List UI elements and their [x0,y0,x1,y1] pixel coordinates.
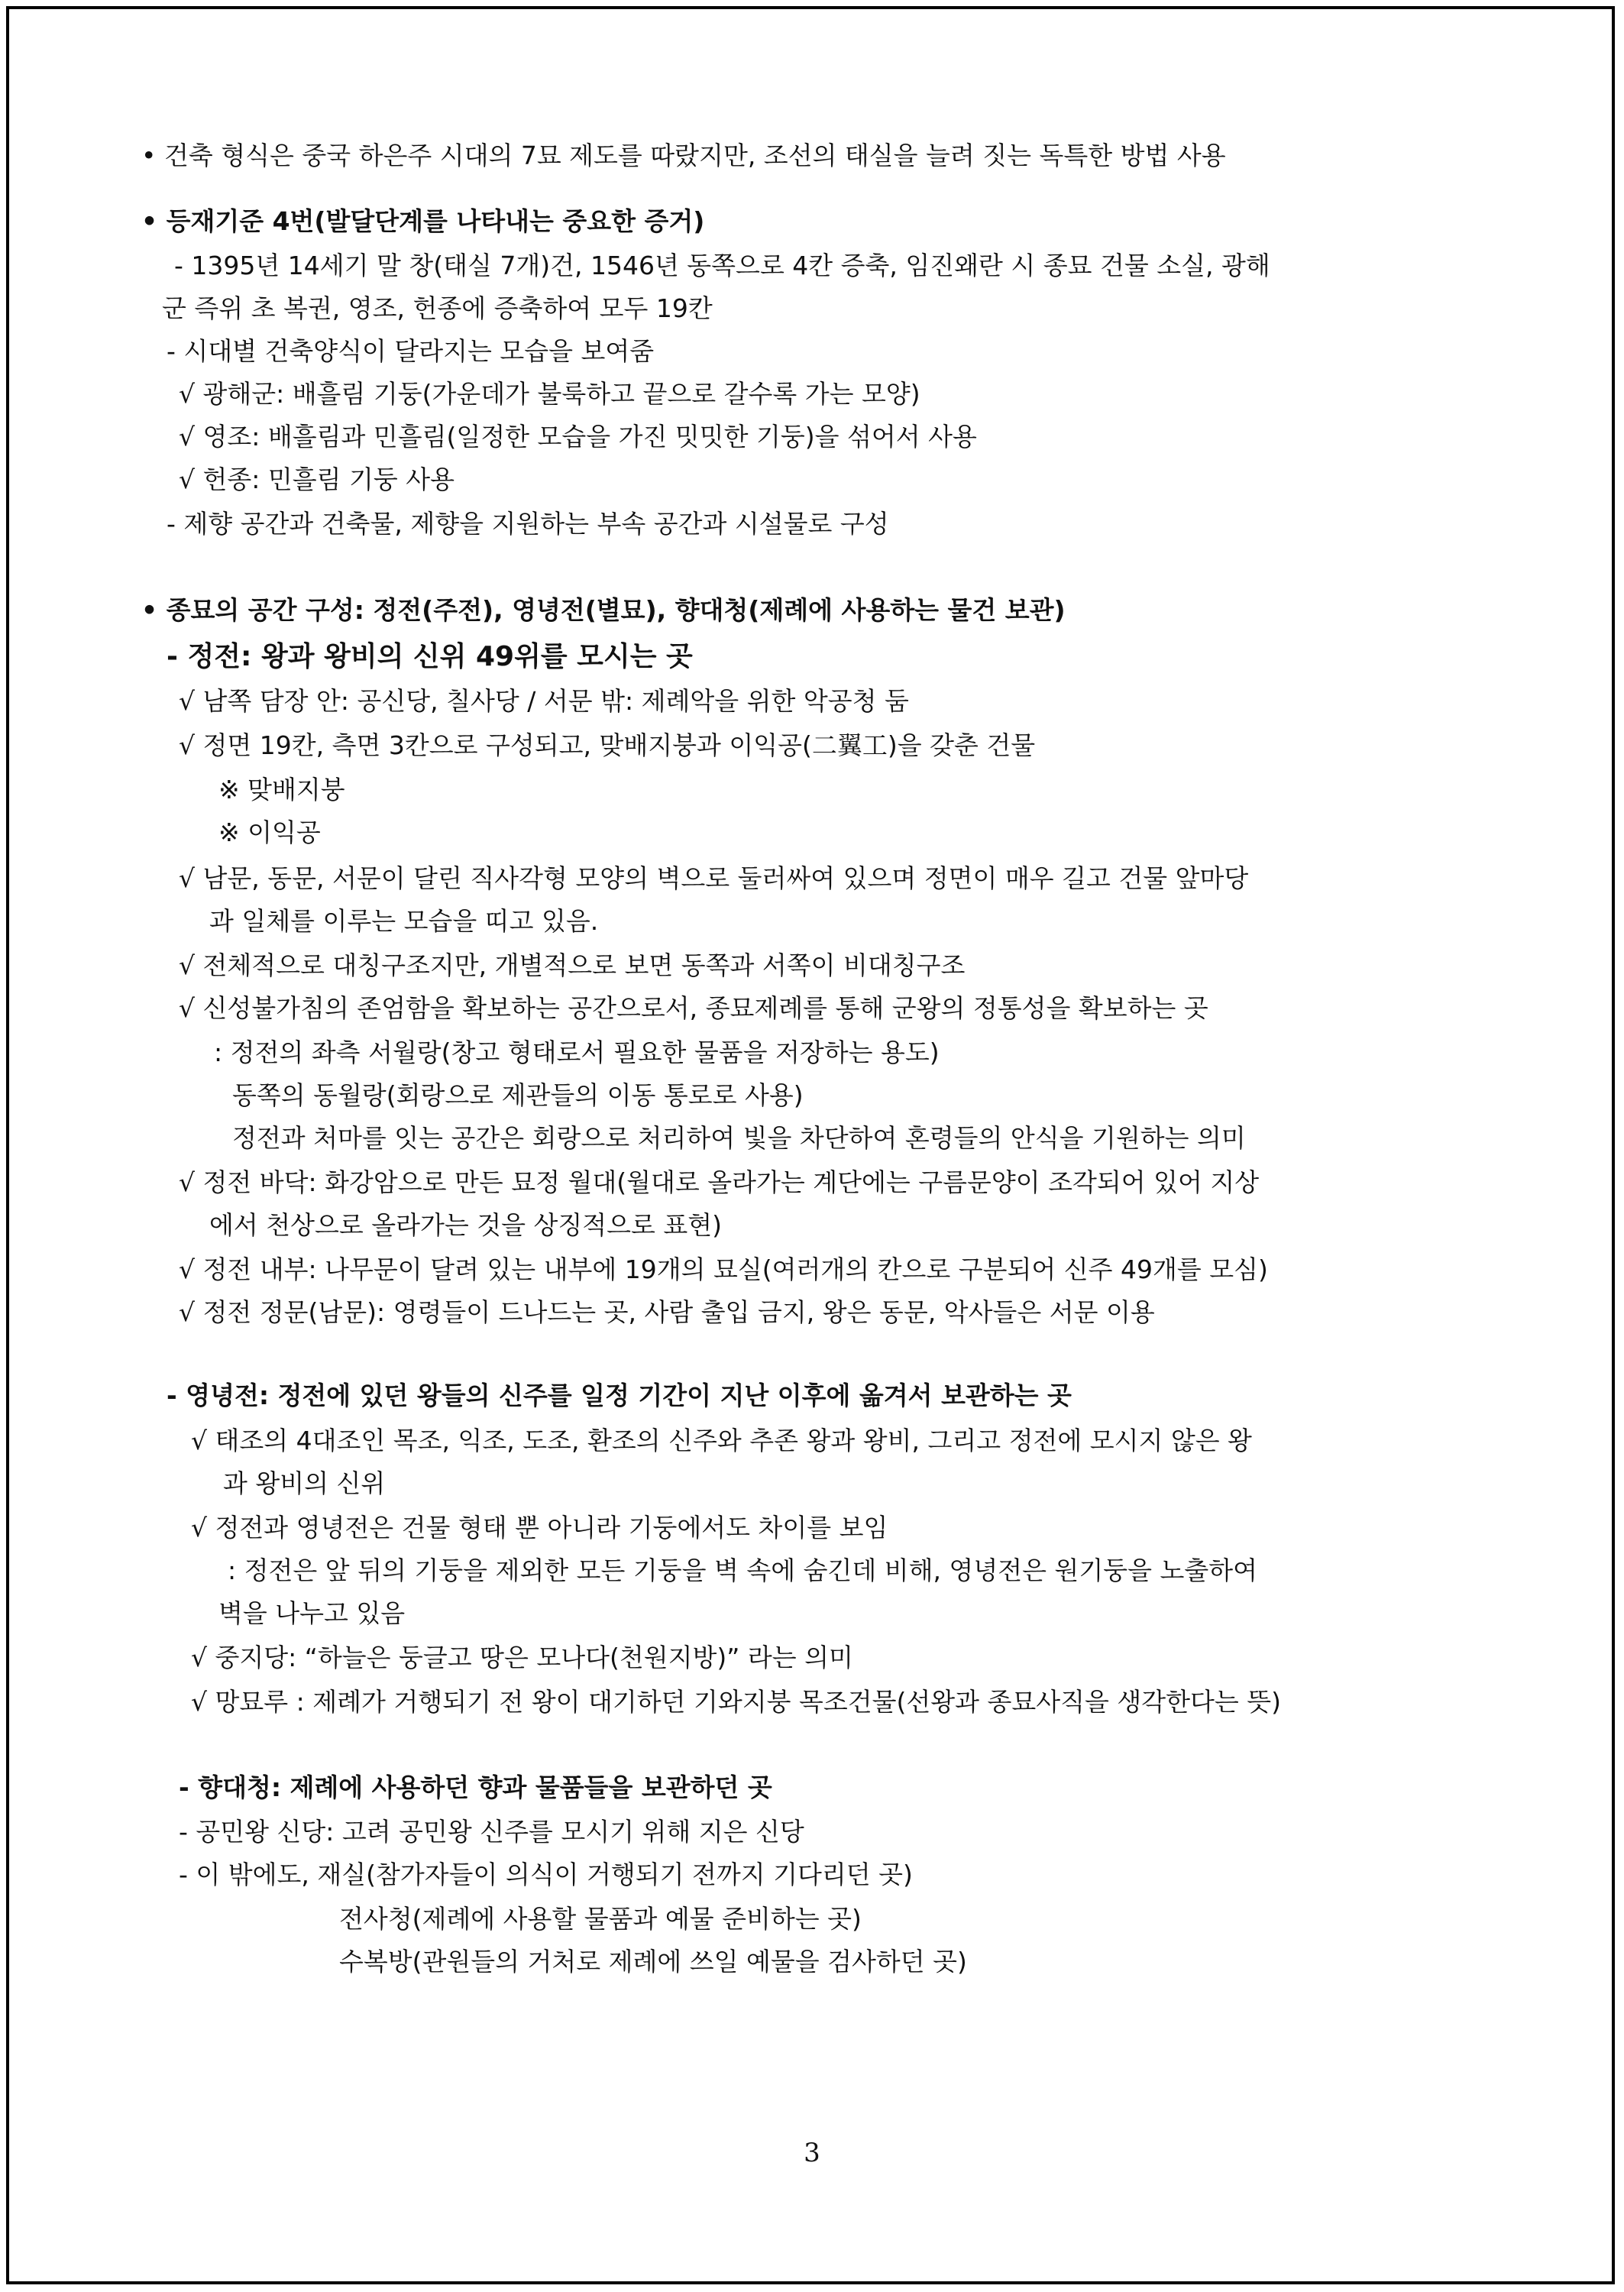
text-line: ※ 이익공 [218,817,321,847]
subsection-heading: - 향대청: 제례에 사용하던 향과 물품들을 보관하던 곳 [179,1772,772,1802]
text-line: √ 중지당: “하늘은 둥글고 땅은 모나다(천원지방)” 라는 의미 [191,1643,853,1672]
text-line: √ 정전 내부: 나무문이 달려 있는 내부에 19개의 묘실(여러개의 칸으로 구분되어 신주 49개를 모심) [179,1254,1268,1284]
text-line: • 건축 형식은 중국 하은주 시대의 7묘 제도를 따랐지만, 조선의 태실을 늘려 짓는 독특한 방법 사용 [141,141,1226,170]
section-heading: • 등재기준 4번(발달단계를 나타내는 중요한 증거) [141,206,705,236]
text-line: 과 일체를 이루는 모습을 띠고 있음. [209,906,599,936]
text-line: √ 광해군: 배흘림 기둥(가운데가 불룩하고 끝으로 갈수록 가는 모양) [179,379,920,409]
text-line: 과 왕비의 신위 [223,1468,386,1498]
text-line: : 정전은 앞 뒤의 기둥을 제외한 모든 기둥을 벽 속에 숨긴데 비해, 영녕전은 원기둥을 노출하여 [228,1556,1257,1585]
text-line: 수복방(관원들의 거처로 제례에 쓰일 예물을 검사하던 곳) [339,1947,967,1976]
subsection-heading: - 정전: 왕과 왕비의 신위 49위를 모시는 곳 [167,641,693,672]
text-line: - 이 밖에도, 재실(참가자들이 의식이 거행되기 전까지 기다리던 곳) [179,1860,913,1889]
subsection-heading: - 영녕전: 정전에 있던 왕들의 신주를 일정 기간이 지난 이후에 옮겨서 보관하는 곳 [167,1381,1072,1410]
text-line: ※ 맞배지붕 [218,775,345,804]
section-heading: • 종묘의 공간 구성: 정전(주전), 영녕전(별묘), 향대청(제례에 사용하는 물건 보관) [141,595,1066,625]
text-line: - 제향 공간과 건축물, 제향을 지원하는 부속 공간과 시설물로 구성 [167,509,889,539]
text-line: √ 신성불가침의 존엄함을 확보하는 공간으로서, 종묘제례를 통해 군왕의 정통성을 확보하는 곳 [179,993,1208,1023]
text-line: - 시대별 건축양식이 달라지는 모습을 보여줌 [167,336,655,366]
text-line: 동쪽의 동월랑(회랑으로 제관들의 이동 통로로 사용) [232,1080,804,1110]
text-line: √ 태조의 4대조인 목조, 익조, 도조, 환조의 신주와 추존 왕과 왕비, 그리고 정전에 모시지 않은 왕 [191,1426,1252,1455]
text-line: 정전과 처마를 잇는 공간은 회랑으로 처리하여 빛을 차단하여 혼령들의 안식을 기원하는 의미 [232,1123,1246,1153]
text-line: √ 망묘루 : 제례가 거행되기 전 왕이 대기하던 기와지붕 목조건물(선왕과 종묘사직을 생각한다는 뜻) [191,1687,1282,1717]
text-line: √ 전체적으로 대칭구조지만, 개별적으로 보면 동쪽과 서쪽이 비대칭구조 [179,950,966,980]
text-line: √ 헌종: 민흘림 기둥 사용 [179,465,455,494]
text-line: 전사청(제례에 사용할 물품과 예물 준비하는 곳) [339,1904,862,1934]
text-line: √ 정면 19칸, 측면 3칸으로 구성되고, 맞배지붕과 이익공(二翼工)을 갖춘 건물 [179,730,1036,760]
text-line: √ 정전 바닥: 화강암으로 만든 묘정 월대(월대로 올라가는 계단에는 구름문양이 조각되어 있어 지상 [179,1167,1260,1197]
text-line: 군 즉위 초 복권, 영조, 헌종에 증축하여 모두 19칸 [162,293,713,323]
page-number: 3 [804,2138,820,2168]
text-line: - 공민왕 신당: 고려 공민왕 신주를 모시기 위해 지은 신당 [179,1817,804,1847]
text-line: √ 정전 정문(남문): 영령들이 드나드는 곳, 사람 출입 금지, 왕은 동문, 악사들은 서문 이용 [179,1297,1155,1327]
text-line: 에서 천상으로 올라가는 것을 상징적으로 표현) [209,1210,723,1240]
text-line: : 정전의 좌측 서월랑(창고 형태로서 필요한 물품을 저장하는 용도) [214,1038,940,1067]
text-line: √ 남쪽 담장 안: 공신당, 칠사당 / 서문 밖: 제례악을 위한 악공청 둠 [179,686,909,716]
text-line: √ 남문, 동문, 서문이 달린 직사각형 모양의 벽으로 둘러싸여 있으며 정면이 매우 길고 건물 앞마당 [179,863,1249,893]
text-line: √ 영조: 배흘림과 민흘림(일정한 모습을 가진 밋밋한 기둥)을 섞어서 사용 [179,422,977,452]
text-line: √ 정전과 영녕전은 건물 형태 뿐 아니라 기둥에서도 차이를 보임 [191,1513,888,1543]
text-line: 벽을 나누고 있음 [218,1598,406,1628]
text-line: - 1395년 14세기 말 창(태실 7개)건, 1546년 동쪽으로 4칸 증축, 임진왜란 시 종묘 건물 소실, 광해 [174,251,1270,280]
